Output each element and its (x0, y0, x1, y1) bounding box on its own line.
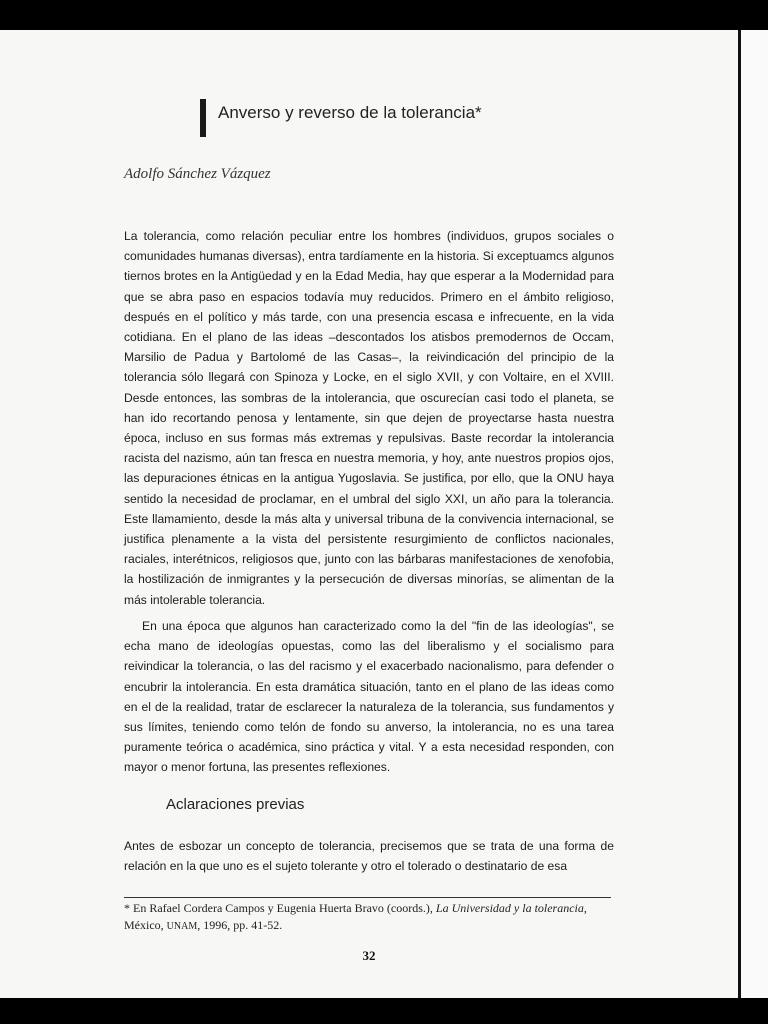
footnote-prefix: * En Rafael Cordera Campos y Eugenia Huerta Bravo (coords.), (124, 901, 436, 915)
chapter-title: Anverso y reverso de la tolerancia* (218, 103, 482, 122)
bottom-black-border (0, 998, 768, 1024)
footnote-publisher: UNAM (166, 921, 198, 932)
paragraph-2: En una época que algunos han caracterizado como la del "fin de las ideologías", se echa mano de ideologías opuestas, como las del liberalismo y el socialismo para reivindicar la tolerancia, o las del racismo y el exacerbado nacionalismo, para defender o encubrir la intolerancia. En esta dramática situación, tanto en el plano de las ideas como en el de la realidad, tratar de esclarecer la naturaleza de la tolerancia, sus fundamentos y sus límites, teniendo como telón de fondo su anverso, la intolerancia, no es una tarea puramente teórica o académica, sino práctica y vital. Y a esta necesidad responden, con mayor o menor fortuna, las presentes reflexiones. (124, 619, 614, 775)
footnote-suffix: , 1996, pp. 41-52. (197, 918, 283, 932)
footnote-place: , México, (124, 901, 587, 932)
binding-shadow-line (738, 30, 741, 998)
footnote-book-title: La Universidad y la tolerancia (435, 901, 584, 915)
paragraph-3: Antes de esbozar un concepto de tolerancia, precisemos que se trata de una forma de relación en la que uno es el sujeto tolerante y otro el tolerado o destinatario de esa (124, 839, 614, 874)
page-right-edge (738, 30, 768, 998)
footnote (124, 900, 614, 935)
chapter-marker-bar (200, 99, 206, 137)
section-heading: Aclaraciones previas (166, 796, 305, 813)
scanned-page (0, 30, 738, 998)
page-number: 32 (362, 948, 376, 963)
footnote-divider (124, 897, 611, 898)
paragraph-1: La tolerancia, como relación peculiar entre los hombres (individuos, grupos sociales o comunidades humanas diversas), entra tardíamente en la historia. Si exceptuamcs algunos tiernos brotes en la Antigüedad y en la Edad Media, hay que esperar a la Modernidad para que se abra paso en espacios todavía muy reducidos. Primero en el ámbito religioso, después en el político y más tarde, con una presencia escasa e infrecuente, en la vida cotidiana. En el plano de las ideas –descontados los atisbos premodernos de Occam, Marsilio de Padua y Bartolomé de las Casas–, la reivindicación del principio de la tolerancia sólo llegará con Spinoza y Locke, en el siglo XVII, y con Voltaire, en el XVIII. Desde entonces, las sombras de la intolerancia, que oscurecían casi todo el planeta, se han ido recortando penosa y lentamente, sin que dejen de proyectarse hasta nuestra época, incluso en sus formas más extremas y repulsivas. Baste recordar la intolerancia racista del nazismo, aún tan fresca en nuestra memoria, y hoy, ante nuestros propios ojos, las depuraciones étnicas en la antigua Yugoslavia. Se justifica, por ello, que la ONU haya sentido la necesidad de proclamar, en el umbral del siglo XXI, un año para la tolerancia. Este llamamiento, desde la más alta y universal tribuna de la convivencia internacional, se justifica plenamente a la vista del persistente resurgimiento de conflictos nacionales, raciales, interétnicos, religiosos que, junto con las bárbaras manifestaciones de xenofobia, la hostilización de inmigrantes y la persecución de diversas minorías, se alimentan de la más intolerable tolerancia. (124, 229, 614, 607)
author-name: Adolfo Sánchez Vázquez (124, 166, 271, 182)
top-black-border (0, 0, 768, 30)
